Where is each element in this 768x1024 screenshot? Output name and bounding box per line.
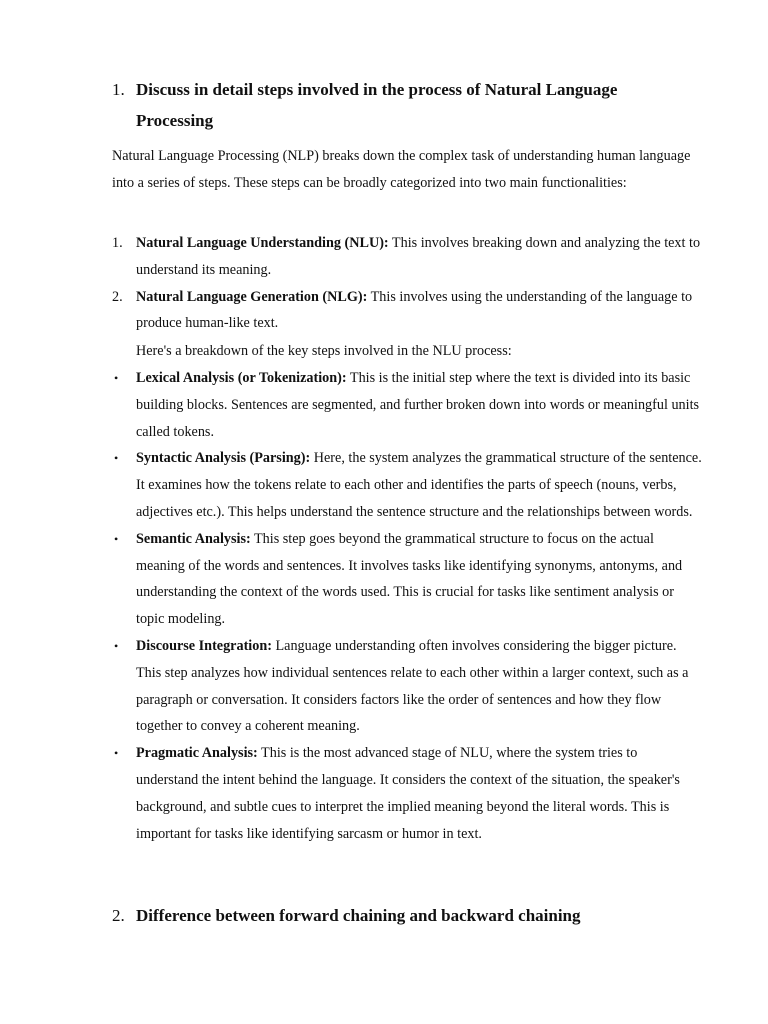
bullet-icon: • <box>114 451 119 466</box>
step-term: Discourse Integration: <box>136 637 272 654</box>
section-2-number: 2. <box>112 906 125 925</box>
intro-paragraph: Natural Language Processing (NLP) breaks down the complex task of understanding human language into a series of steps. These steps can be broadly categorized into two main functionalities: <box>112 148 691 191</box>
functionality-term: Natural Language Generation (NLG): <box>136 288 368 305</box>
step-text: This is the most advanced stage of NLU, where the system tries to understand the intent behind the language. It considers the context of the situation, the speaker's background, and subtle cues to interpret the implied meaning beyond the literal words. This is important for tasks like identifying sarcasm or humor in text. <box>136 745 680 842</box>
list-number: 1. <box>112 235 123 251</box>
section-1-title: Discuss in detail steps involved in the process of Natural Language Processing <box>136 80 618 130</box>
step-text: Language understanding often involves considering the bigger picture. This step analyzes how individual sentences relate to each other within a larger context, such as a paragraph or conversation. It considers factors like the order of sentences and how they flow together to convey a coherent meaning. <box>136 637 689 735</box>
bullet-icon: • <box>114 638 119 653</box>
functionality-text: This involves breaking down and analyzing the text to understand its meaning. <box>136 235 701 278</box>
list-number: 2. <box>112 288 123 305</box>
section-1-number: 1. <box>112 80 125 99</box>
step-item <box>112 740 702 847</box>
step-text: This step goes beyond the grammatical structure to focus on the actual meaning of the words and sentences. It involves tasks like identifying synonyms, antonyms, and understanding the context of the words used. This is crucial for tasks like sentiment analysis or topic modeling. <box>136 530 683 628</box>
section-1-heading <box>112 74 672 136</box>
step-text: Here, the system analyzes the grammatical structure of the sentence. It examines how the tokens relate to each other and identifies the parts of speech (nouns, verbs, adjectives etc.). This helps understand the sentence structure and the relationships between words. <box>136 450 702 520</box>
breakdown-intro: Here's a breakdown of the key steps involved in the NLU process: <box>136 343 512 359</box>
nlu-steps-list <box>112 365 702 847</box>
section-2-heading <box>112 900 672 931</box>
bullet-icon: • <box>114 531 119 546</box>
bullet-icon: • <box>114 746 119 761</box>
step-term: Pragmatic Analysis: <box>136 745 258 762</box>
step-term: Semantic Analysis: <box>136 530 251 547</box>
step-text: This is the initial step where the text is divided into its basic building blocks. Sentences are segmented, and further broken down into words or meaningful units called tokens. <box>136 370 700 440</box>
functionality-term: Natural Language Understanding (NLU): <box>136 235 389 251</box>
bullet-icon: • <box>114 371 119 385</box>
section-2-title: Difference between forward chaining and backward chaining <box>136 906 581 925</box>
step-item <box>112 365 702 445</box>
step-item <box>112 526 702 633</box>
functionality-item <box>112 284 702 338</box>
step-item <box>112 445 702 525</box>
functionality-text: This involves using the understanding of the language to produce human-like text. <box>136 288 693 332</box>
step-term: Syntactic Analysis (Parsing): <box>136 450 311 467</box>
step-item <box>112 633 702 740</box>
functionality-item <box>112 230 702 284</box>
step-term: Lexical Analysis (or Tokenization): <box>136 370 347 386</box>
functionalities-list <box>112 230 702 337</box>
